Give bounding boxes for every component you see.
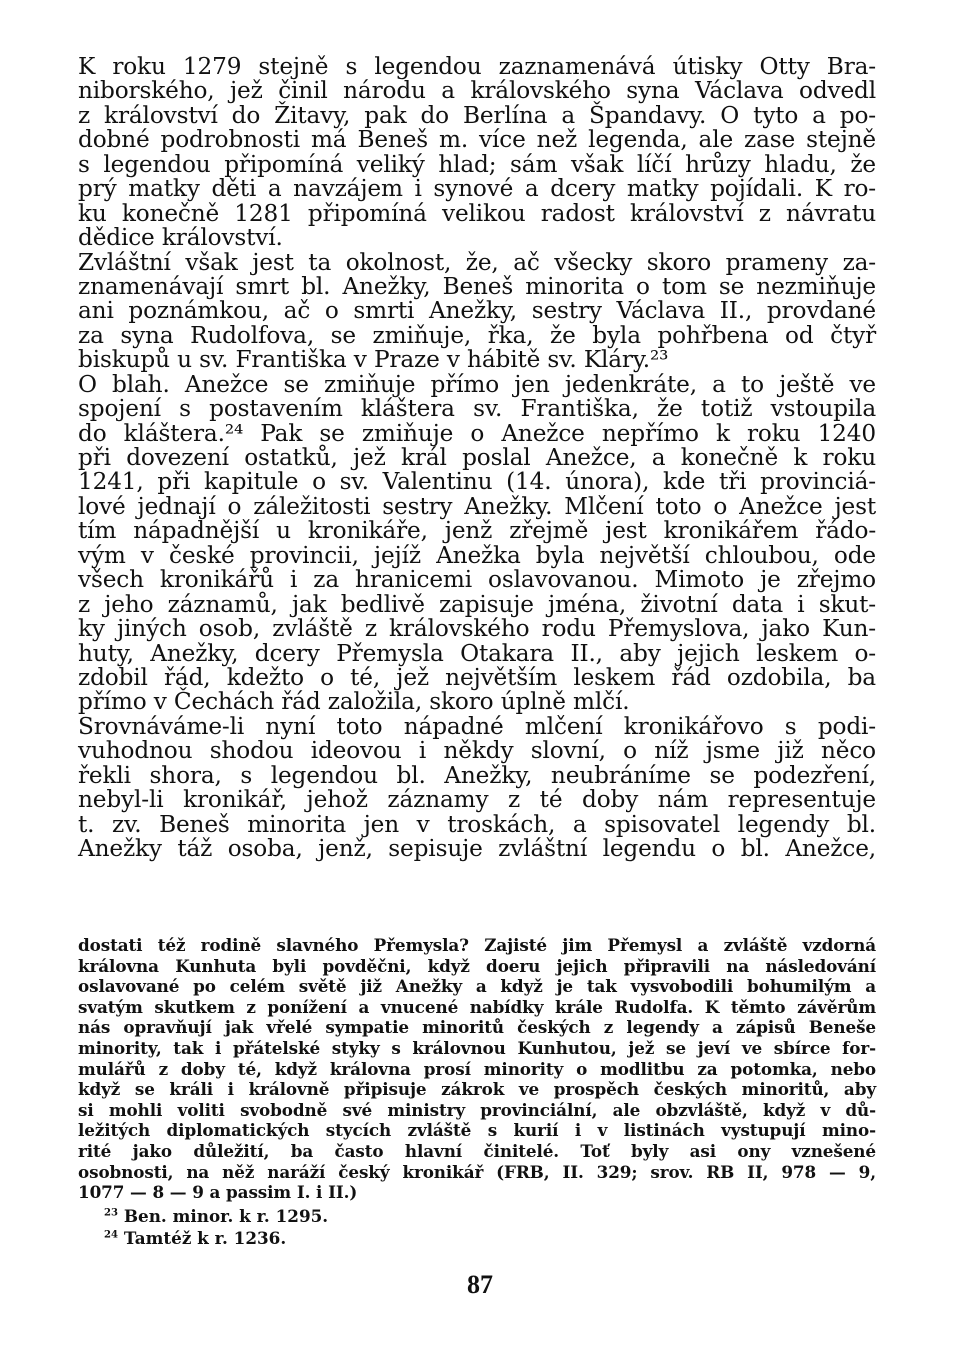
note-line: oslavované po celém světě již Anežky a když je tak vysvobodili bohumilým a (78, 976, 876, 997)
text-line: prý matky děti a navzájem i synové a dcery matky pojídali. K ro- (78, 175, 876, 203)
text-line: do kláštera.²⁴ Pak se zmiňuje o Anežce nepřímo k roku 1240 (78, 419, 876, 447)
text-line: při dovezení ostatků, jež král poslal Anežce, a konečně k roku (78, 444, 876, 471)
text-line: vým v české provincii, jejíž Anežka byla největší chloubou, ode (78, 541, 876, 569)
text-line: znamenávají smrt bl. Anežky, Beneš minorita o tom se nezmiňuje (78, 272, 876, 300)
text-line: 1241, při kapitule o sv. Valentinu (14. února), kde tři provinciá- (78, 468, 876, 496)
text-line: t. zv. Beneš minorita jen v troskách, a spisovatel legendy bl. (78, 810, 876, 838)
text-line: Srovnáváme-li nyní toto nápadné mlčení kronikářovo s podi- (78, 712, 876, 740)
text-line: tím nápadnější u kronikáře, jenž zřejmě jest kronikářem řádo- (78, 517, 876, 545)
note-line: ležitých diplomatických stycích zvláště s kurií i v listinách vystupují mino- (78, 1120, 876, 1141)
note-line: 1077 — 8 — 9 a passim I. i II.) (78, 1182, 358, 1203)
text-line: biskupů u sv. Františka v Praze v hábitě sv. Kláry.²³ (78, 346, 669, 374)
footnote-text: Tamtéž k r. 1236. (123, 1228, 287, 1248)
note-line: si mohli voliti svobodně své ministry provinciální, ale obzvláště, když v dů- (78, 1099, 876, 1120)
note-line: královna Kunhuta byli povděčni, když doeru jejich připravili na následování (78, 955, 876, 976)
text-line: vuhodnou shodou ideovou i někdy slovní, o níž jsme již něco (78, 737, 876, 765)
text-line: za syna Rudolfova, se zmiňuje, řka, že byla pohřbena od čtyř (78, 321, 876, 349)
text-line: dobné podrobnosti má Beneš m. více než legenda, ale zase stejně (78, 126, 876, 154)
text-line: zdobil řád, kdežto o té, jež největším leskem řád ozdobila, ba (78, 663, 876, 691)
note-line: minority, tak i přátelské styky s královnou Kunhutou, jež se jeví ve sbírce for- (78, 1037, 876, 1058)
text-line: z království do Žitavy, pak do Berlína a Špandavy. O tyto a po- (78, 101, 876, 129)
note-line: když se králi i královně připisuje zákrok ve prospěch českých minoritů, aby (78, 1079, 876, 1100)
note-line: dostati též rodině slavného Přemysla? Zajisté jim Přemysl a zvláště vzdorná (78, 935, 876, 955)
text-line: K roku 1279 stejně s legendou zaznamenává útisky Otty Bra- (78, 53, 876, 80)
text-line: s legendou připomíná veliký hlad; sám však líčí hrůzy hladu, že (78, 150, 876, 178)
text-line: ky jiných osob, zvláště z královského rodu Přemyslova, jako Kun- (78, 615, 876, 643)
text-line: všech kronikářů i za hranicemi oslavovanou. Mimoto je zřejmo (78, 566, 876, 594)
page-number: 87 (467, 1270, 493, 1299)
footnote-continuation (78, 935, 876, 1203)
text-line: ku konečně 1281 připomíná velikou radost království z návratu (78, 199, 876, 227)
text-line: ani poznámkou, ač o smrti Anežky, sestry Václava II., provdané (78, 297, 876, 325)
text-line: Anežky táž osoba, jenž, sepisuje zvláštní legendu o bl. Anežce, (78, 835, 876, 862)
text-line: Zvláštní však jest ta okolnost, že, ač všecky skoro prameny za- (78, 248, 876, 276)
note-line: mulářů z doby té, když královna prosí minority o modlitbu za potomka, nebo (78, 1058, 876, 1079)
note-line: svatým skutkem z ponížení a vnucené nabídky krále Rudolfa. K těmto závěrům (78, 996, 876, 1017)
footnote-text: Ben. minor. k r. 1295. (123, 1206, 329, 1226)
note-line: osobnosti, na něž naráží český kronikář (FRB, II. 329; srov. RB II, 978 — 9, (78, 1161, 876, 1182)
footnote-24 (104, 1228, 286, 1248)
note-line: nás opravňují jak vřelé sympatie minoritů českých z legendy a zápisů Beneše (78, 1017, 876, 1038)
main-text-block (78, 55, 876, 861)
footnote-marker: 24 (104, 1229, 119, 1241)
footnote-23 (104, 1206, 328, 1226)
note-line: rité jako důležití, ba často hlavní činitelé. Toť byly asi ony vznešené (78, 1140, 876, 1161)
text-line: nebyl-li kronikář, jehož záznamy z té doby nám representuje (78, 786, 876, 814)
text-line: dědice království. (78, 224, 283, 252)
text-line: lové jednají o záležitosti sestry Anežky. Mlčení toto o Anežce jest (78, 492, 876, 520)
text-line: huty, Anežky, dcery Přemysla Otakara II., aby jejich leskem o- (78, 639, 876, 667)
text-line: niborského, jež činil národu a královského syna Václava odvedl (78, 77, 876, 105)
footnote-marker: 23 (104, 1207, 119, 1219)
text-line: O blah. Anežce se zmiňuje přímo jen jedenkráte, a to ještě ve (78, 370, 876, 398)
text-line: spojení s postavením kláštera sv. Františka, že totiž vstoupila (78, 395, 876, 423)
text-line: z jeho záznamů, jak bedlivě zapisuje jména, životní data i skut- (78, 590, 876, 618)
text-line: přímo v Čechách řád založila, skoro úplně mlčí. (78, 688, 630, 716)
text-line: řekli shora, s legendou bl. Anežky, neubráníme se podezření, (78, 761, 876, 789)
